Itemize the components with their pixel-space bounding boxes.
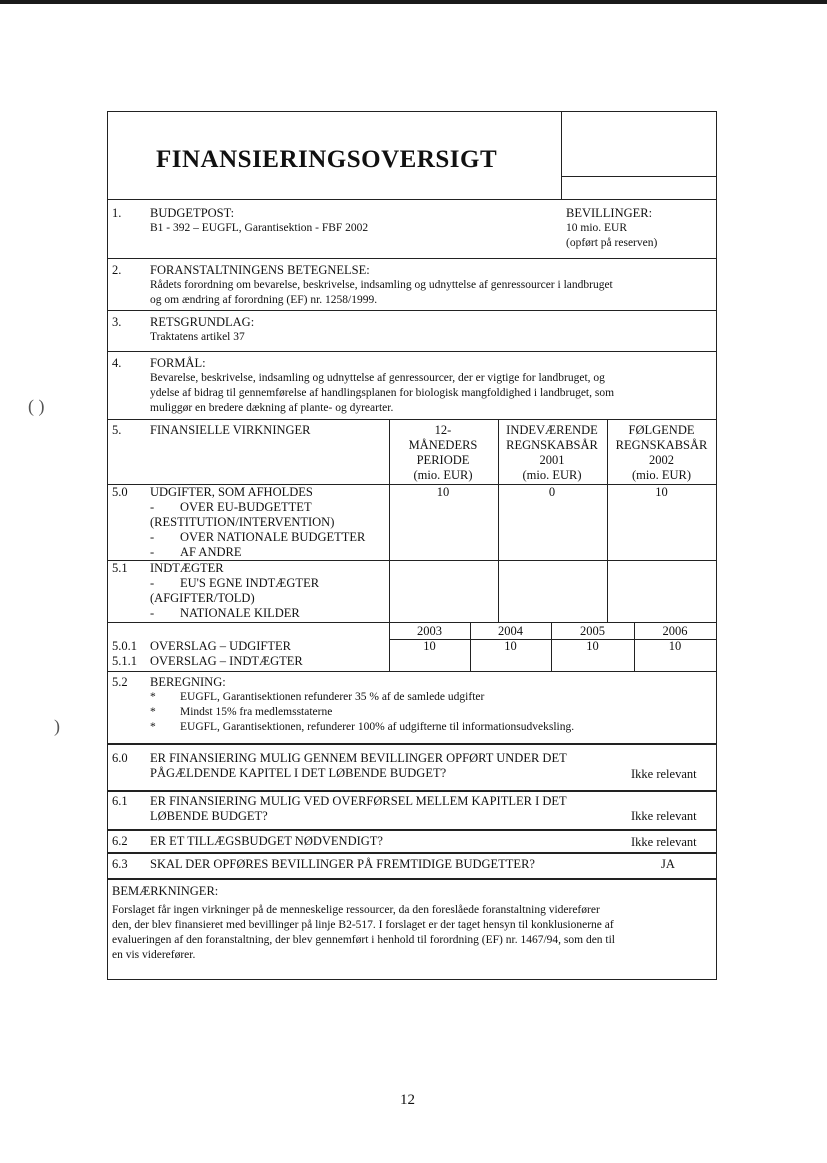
- dash-mark: -: [150, 576, 155, 590]
- scan-top-edge: [0, 0, 827, 4]
- section-number: 6.1: [112, 794, 128, 808]
- question-line: ER ET TILLÆGSBUDGET NØDVENDIGT?: [150, 834, 383, 848]
- bullet-mark: *: [150, 721, 156, 733]
- section-label: FORMÅL:: [150, 356, 206, 370]
- question-line: PÅGÆLDENDE KAPITEL I DET LØBENDE BUDGET?: [150, 766, 447, 780]
- section-label: BEREGNING:: [150, 675, 226, 689]
- table-divider: [389, 623, 390, 671]
- section-label: INDTÆGTER: [150, 561, 224, 575]
- section-measure-title: [108, 258, 716, 310]
- appropriations-amount: 10 mio. EUR: [566, 222, 628, 234]
- section-supplementary-budget: [108, 829, 716, 852]
- dash-mark: -: [150, 545, 155, 559]
- forecast-expenditure-label: OVERSLAG – UDGIFTER: [150, 639, 291, 653]
- forecast-revenue-label: OVERSLAG – INDTÆGTER: [150, 654, 303, 668]
- body-line: Forslaget får ingen virkninger på de menneskelige ressourcer, da den foreslåede foranstaltning viderefører: [112, 904, 600, 916]
- year-2003: 2003: [417, 624, 442, 638]
- section-number: 5.: [112, 423, 122, 437]
- list-item: OVER NATIONALE BUDGETTER: [180, 530, 366, 544]
- question-line: ER FINANSIERING MULIG VED OVERFØRSEL MELLEM KAPITLER I DET: [150, 794, 567, 808]
- value-next-year: 10: [655, 485, 668, 499]
- section-label: RETSGRUNDLAG:: [150, 315, 255, 329]
- column-header-12-month: 12- MÅNEDERS PERIODE (mio. EUR): [408, 423, 478, 482]
- answer-value: Ikke relevant: [631, 767, 697, 781]
- section-number: 5.1.1: [112, 654, 137, 668]
- question-line: SKAL DER OPFØRES BEVILLINGER PÅ FREMTIDIGE BUDGETTER?: [150, 857, 535, 871]
- section-number: 6.3: [112, 857, 128, 871]
- list-item: EUGFL, Garantisektionen refunderer 35 % af de samlede udgifter: [180, 691, 485, 703]
- section-budget-post: [108, 199, 716, 258]
- body-line: Traktatens artikel 37: [150, 331, 245, 343]
- margin-scan-mark: ): [54, 716, 60, 736]
- title-box-divider: [561, 112, 562, 199]
- dash-mark: -: [150, 606, 155, 620]
- list-item: NATIONALE KILDER: [180, 606, 300, 620]
- table-divider: [498, 419, 499, 622]
- section-number: 5.2: [112, 675, 128, 689]
- section-number: 3.: [112, 315, 122, 329]
- section-number: 6.0: [112, 751, 128, 765]
- body-line: den, der blev finansieret med bevillinger på linje B2-517. I forslaget er der taget hensyn til konklusionerne af: [112, 919, 614, 931]
- body-line: og om ændring af forordning (EF) nr. 1258/1999.: [150, 294, 378, 306]
- section-label: BEMÆRKNINGER:: [112, 884, 219, 898]
- section-number: 5.0.1: [112, 639, 137, 653]
- section-remarks: [108, 878, 716, 980]
- year-2004: 2004: [498, 624, 523, 638]
- section-number: 5.0: [112, 485, 128, 499]
- year-2005: 2005: [580, 624, 605, 638]
- budget-post-text: B1 - 392 – EUGFL, Garantisektion - FBF 2002: [150, 222, 369, 234]
- answer-value: JA: [661, 857, 675, 871]
- list-item: Mindst 15% fra medlemsstaterne: [180, 706, 333, 718]
- margin-scan-mark: ( ): [28, 396, 45, 416]
- section-number: 2.: [112, 263, 122, 277]
- section-number: 6.2: [112, 834, 128, 848]
- body-line: Bevarelse, beskrivelse, indsamling og udnyttelse af genressourcer, der er vigtige for landbruget, og: [150, 372, 605, 384]
- section-future-budgets: [108, 852, 716, 878]
- table-divider: [389, 419, 390, 622]
- body-line: Rådets forordning om bevarelse, beskrivelse, indsamling og udnyttelse af genressourcer i landbruget: [150, 279, 613, 291]
- section-label: UDGIFTER, SOM AFHOLDES: [150, 485, 313, 499]
- forecast-value: 10: [586, 639, 599, 653]
- dash-mark: -: [150, 530, 155, 544]
- section-label: FINANSIELLE VIRKNINGER: [150, 423, 311, 437]
- forecast-value: 10: [423, 639, 436, 653]
- section-expenditure: [108, 484, 716, 560]
- body-line: muliggør en bredere dækning af plante- og dyrearter.: [150, 402, 394, 414]
- bullet-mark: *: [150, 691, 156, 703]
- body-line: ydelse af bidrag til gennemførelse af handlingsplanen for biologisk mangfoldighed i landbruget, som: [150, 387, 615, 399]
- section-number: 4.: [112, 356, 122, 370]
- list-item: OVER EU-BUDGETTET: [180, 500, 312, 514]
- answer-value: Ikke relevant: [631, 809, 697, 823]
- section-forecast: [108, 622, 716, 671]
- section-number: 5.1: [112, 561, 128, 575]
- table-divider: [634, 623, 635, 671]
- list-item: EU'S EGNE INDTÆGTER: [180, 576, 320, 590]
- value-current-year: 0: [548, 485, 556, 499]
- section-legal-basis: [108, 310, 716, 351]
- table-divider: [470, 623, 471, 671]
- page-title: FINANSIERINGSOVERSIGT: [156, 146, 498, 173]
- section-number: 1.: [112, 206, 122, 220]
- section-calculation: [108, 671, 716, 743]
- list-item: AF ANDRE: [180, 545, 242, 559]
- forecast-value: 10: [668, 639, 682, 653]
- title-box-line: [561, 176, 716, 177]
- answer-value: Ikke relevant: [631, 835, 697, 849]
- year-2006: 2006: [662, 624, 688, 638]
- section-label: FORANSTALTNINGENS BETEGNELSE:: [150, 263, 370, 277]
- page-number: 12: [400, 1092, 415, 1108]
- financing-overview-form: [107, 111, 717, 980]
- column-header-current-year: INDEVÆRENDE REGNSKABSÅR 2001 (mio. EUR): [506, 423, 598, 482]
- body-line: evalueringen af den foranstaltning, der blev gennemført i henhold til forordning (EF) nr. 1467/94, som den til: [112, 934, 616, 946]
- section-funding-current-chapter: [108, 743, 716, 790]
- table-divider: [551, 623, 552, 671]
- forecast-value: 10: [504, 639, 517, 653]
- list-item: (AFGIFTER/TOLD): [150, 591, 255, 605]
- bullet-mark: *: [150, 706, 156, 718]
- section-label: BUDGETPOST:: [150, 206, 235, 220]
- body-line: en vis viderefører.: [112, 949, 196, 961]
- section-objective: [108, 351, 716, 419]
- value-12-month: 10: [436, 485, 450, 499]
- table-divider: [607, 419, 608, 622]
- question-line: LØBENDE BUDGET?: [150, 809, 268, 823]
- appropriations-label: BEVILLINGER:: [566, 206, 653, 220]
- appropriations-note: (opført på reserven): [566, 237, 658, 249]
- section-financial-impact: [108, 419, 716, 484]
- question-line: ER FINANSIERING MULIG GENNEM BEVILLINGER OPFØRT UNDER DET: [150, 751, 567, 765]
- dash-mark: -: [150, 500, 155, 514]
- section-funding-transfer: [108, 790, 716, 829]
- column-header-next-year: FØLGENDE REGNSKABSÅR 2002 (mio. EUR): [615, 423, 708, 482]
- list-item: EUGFL, Garantisektionen, refunderer 100% af udgifterne til informationsudveksling.: [180, 721, 575, 733]
- list-item: (RESTITUTION/INTERVENTION): [150, 515, 335, 529]
- section-revenue: [108, 560, 716, 622]
